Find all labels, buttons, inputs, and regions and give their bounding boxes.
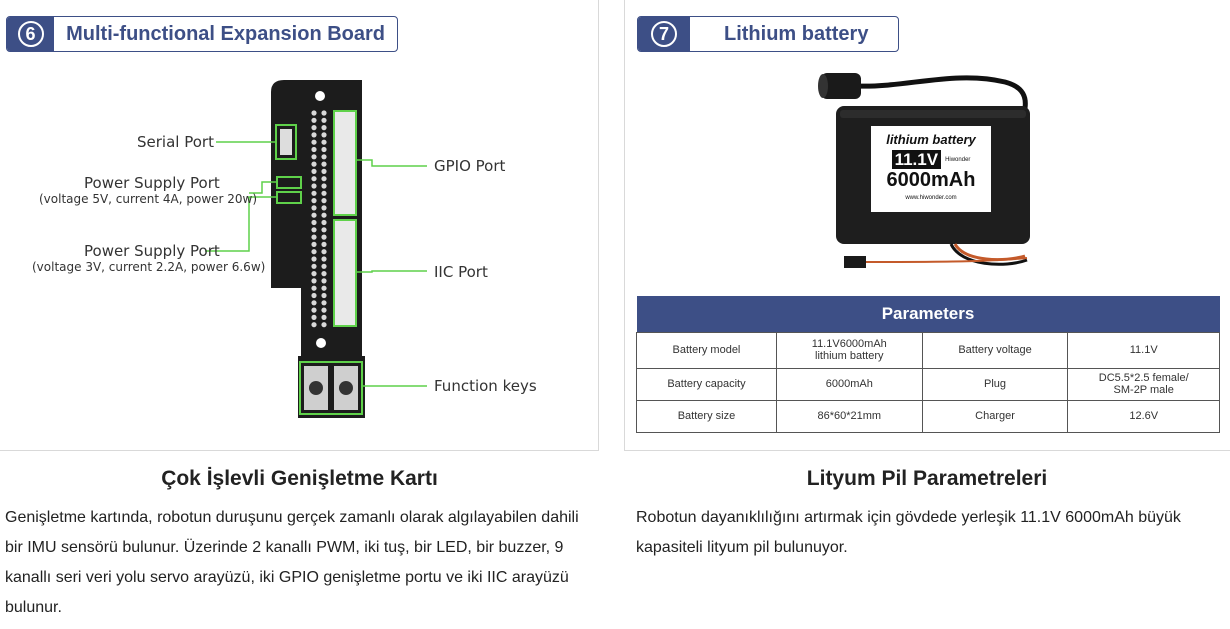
parameter-value: 11.1V6000mAh lithium battery [776,332,922,368]
battery-description: Robotun dayanıklılığını artırmak için gövdede yerleşik 11.1V 6000mAh büyük kapasiteli lityum pil bulunuyor. [636,509,1181,556]
iic-leader [356,271,427,272]
pin [321,169,326,174]
pin [311,220,316,225]
parameters-row [637,332,1220,368]
pin [311,308,316,313]
pin [321,110,326,115]
battery-title: Lityum Pil Parametreleri [806,467,1048,490]
sticker-brand: Hiwonder [945,156,971,163]
badge-title: Lithium battery [724,22,869,45]
pin [321,271,326,276]
pin [321,286,326,291]
pin [321,176,326,181]
pin [321,308,326,313]
pin [321,198,326,203]
battery-panel [624,0,1230,451]
pin [311,256,316,261]
pin [321,264,326,269]
pin [321,256,326,261]
battery-sticker-text [871,126,991,212]
parameters-table [636,296,1220,433]
parameter-value: DC5.5*2.5 female/ SM-2P male [1068,368,1220,400]
pin [311,132,316,137]
parameters-row [637,368,1220,400]
parameter-name: Battery capacity [637,368,777,400]
parameter-name: Battery voltage [922,332,1068,368]
badge-title: Multi-functional Expansion Board [66,22,385,45]
pin [321,213,326,218]
pin [311,213,316,218]
pin [321,183,326,188]
power-port-2-spec: (voltage 3V, current 2.2A, power 6.6w) [32,260,266,274]
pin [321,162,326,167]
power-port-1-spec: (voltage 5V, current 4A, power 20w) [39,192,258,206]
pin [311,176,316,181]
pin [311,322,316,327]
pin [311,147,316,152]
parameter-value: 12.6V [1068,400,1220,432]
parameter-value: 86*60*21mm [776,400,922,432]
pin [311,242,316,247]
pin [311,249,316,254]
iic-connector [334,220,356,326]
battery-cable [857,78,1025,108]
pin [321,125,326,130]
parameter-value: 6000mAh [776,368,922,400]
sticker-url: www.hiwonder.com [905,195,957,201]
parameters-body [637,332,1220,432]
pin [311,264,316,269]
pin [321,235,326,240]
pin [311,118,316,123]
pin [321,191,326,196]
power-port-2-label: Power Supply Port [84,242,220,260]
pin [311,183,316,188]
pin [321,242,326,247]
gpio-port-label: GPIO Port [434,157,506,175]
pin [321,154,326,159]
power-port-1-label: Power Supply Port [84,174,220,192]
parameters-title: Parameters [637,296,1220,332]
iic-port-label: IIC Port [434,263,488,281]
pin [321,315,326,320]
pin [321,220,326,225]
sticker-capacity: 6000mAh [886,169,976,191]
parameters-row [637,400,1220,432]
pin [321,147,326,152]
pin [321,205,326,210]
serial-port-label: Serial Port [137,133,214,151]
mount-hole-bottom [316,338,326,348]
jst-connector [844,256,866,268]
pin [311,235,316,240]
pin [311,162,316,167]
badge-number: 7 [651,21,677,47]
pin [311,293,316,298]
parameter-value: 11.1V [1068,332,1220,368]
pin [321,227,326,232]
parameter-name: Battery size [637,400,777,432]
badge-number: 6 [18,21,44,47]
pin [311,286,316,291]
pin [311,110,316,115]
expansion-board-title: Çok İşlevli Genişletme Kartı [161,467,438,490]
pin [321,132,326,137]
pin [311,125,316,130]
pin [321,278,326,283]
pin [311,140,316,145]
pin [311,191,316,196]
pin [311,198,316,203]
gpio-connector [334,111,356,215]
pin [311,169,316,174]
parameter-name: Battery model [637,332,777,368]
pin [311,227,316,232]
parameter-name: Charger [922,400,1068,432]
pin [311,271,316,276]
pin [311,154,316,159]
pin [311,315,316,320]
pin [311,300,316,305]
sticker-voltage: 11.1V [892,150,942,169]
parameter-name: Plug [922,368,1068,400]
function-keys-label: Function keys [434,377,537,395]
gpio-leader [356,160,427,166]
pin [321,322,326,327]
pin [321,293,326,298]
pin [321,140,326,145]
mount-hole-top [315,91,325,101]
pin [311,205,316,210]
expansion-board-description: Genişletme kartında, robotun duruşunu gerçek zamanlı olarak algılayabilen dahili bir IMU sensörü bulunur. Üzerinde 2 kanallı PWM, iki tuş, bir LED, bir buzzer, 9 kanallı seri veri yolu servo arayüzü, iki GPIO genişletme portu ve iki IIC arayüzü bulunur. [5,509,579,616]
sticker-line1: lithium battery [886,132,976,147]
pin [321,249,326,254]
pin [311,278,316,283]
pin [321,118,326,123]
pin [321,300,326,305]
expansion-board-panel [0,0,599,451]
